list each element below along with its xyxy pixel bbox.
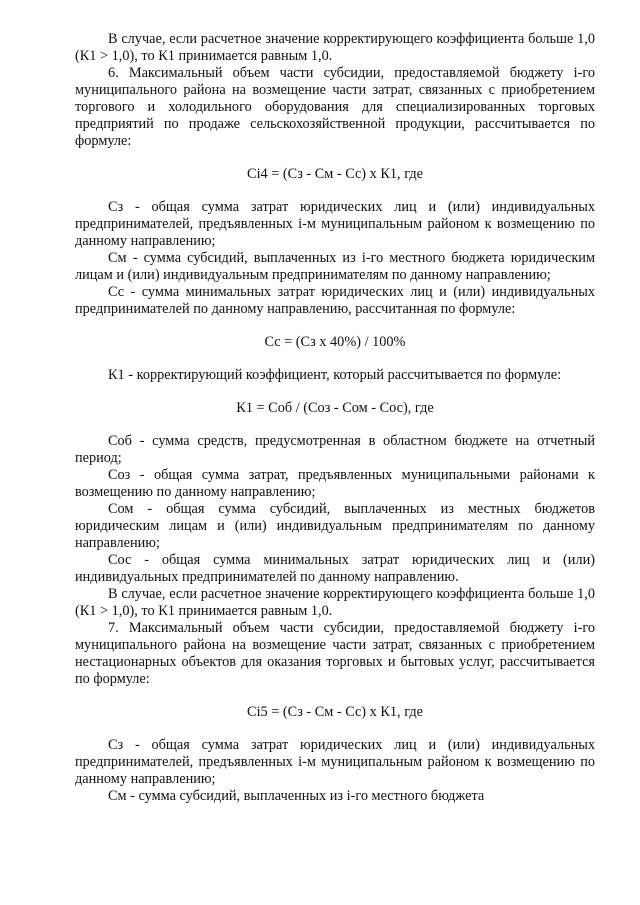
formula-ss: Сс = (Сз х 40%) / 100% [264, 334, 406, 350]
formula-k1: К1 = Соб / (Соз - Сом - Сос), где [236, 400, 434, 416]
paragraph-item-7: 7. Максимальный объем части субсидии, предоставляемой бюджету i-го муниципального района на возмещение части затрат, связанных с приобретением нестационарных объектов для оказания торговых и бытовых услуг, рассчитывается по формуле: [75, 620, 595, 687]
paragraph-ss-definition: Сс - сумма минимальных затрат юридических лиц и (или) индивидуальных предпринимателей по данному направлению, рассчитанная по формуле: [75, 284, 595, 317]
paragraph-k1-definition: К1 - корректирующий коэффициент, который рассчитывается по формуле: [108, 367, 562, 383]
paragraph-sm-definition-2: См - сумма субсидий, выплаченных из i-го местного бюджета [108, 788, 485, 804]
paragraph-item-6: 6. Максимальный объем части субсидии, предоставляемой бюджету i-го муниципального района на возмещение части затрат, связанных с приобретением торгового и холодильного оборудования для специализированных торговых предприятий по продаже сельскохозяйственной продукции, рассчитывается по формуле: [75, 65, 595, 149]
document-page [75, 31, 595, 805]
paragraph-sob-definition: Соб - сумма средств, предусмотренная в областном бюджете на отчетный период; [75, 433, 595, 466]
paragraph-soz-definition: Соз - общая сумма затрат, предъявленных муниципальными районами к возмещению по данному направлению; [75, 467, 595, 500]
paragraph-som-definition: Сом - общая сумма субсидий, выплаченных из местных бюджетов юридическим лицам и (или) индивидуальным предпринимателям по данному направлению; [75, 501, 595, 551]
paragraph-coefficient-rule-2: В случае, если расчетное значение корректирующего коэффициента больше 1,0 (К1 > 1,0), то К1 принимается равным 1,0. [75, 586, 595, 619]
formula-ci4: Ci4 = (Сз - См - Сс) х К1, где [247, 166, 423, 182]
formula-ci5: Ci5 = (Сз - См - Сс) х К1, где [247, 704, 423, 720]
paragraph-sz-definition-1: Сз - общая сумма затрат юридических лиц и (или) индивидуальных предпринимателей, предъявленных i-м муниципальным районом к возмещению по данному направлению; [75, 199, 595, 249]
paragraph-sos-definition: Сос - общая сумма минимальных затрат юридических лиц и (или) индивидуальных предпринимателей по данному направлению. [75, 552, 595, 585]
paragraph-coefficient-rule-1: В случае, если расчетное значение корректирующего коэффициента больше 1,0 (К1 > 1,0), то К1 принимается равным 1,0. [75, 31, 595, 64]
paragraph-sm-definition-1: См - сумма субсидий, выплаченных из i-го местного бюджета юридическим лицам и (или) индивидуальным предпринимателям по данному направлению; [75, 250, 595, 283]
paragraph-sz-definition-2: Сз - общая сумма затрат юридических лиц и (или) индивидуальных предпринимателей, предъявленных i-м муниципальным районом к возмещению по данному направлению; [75, 737, 595, 787]
